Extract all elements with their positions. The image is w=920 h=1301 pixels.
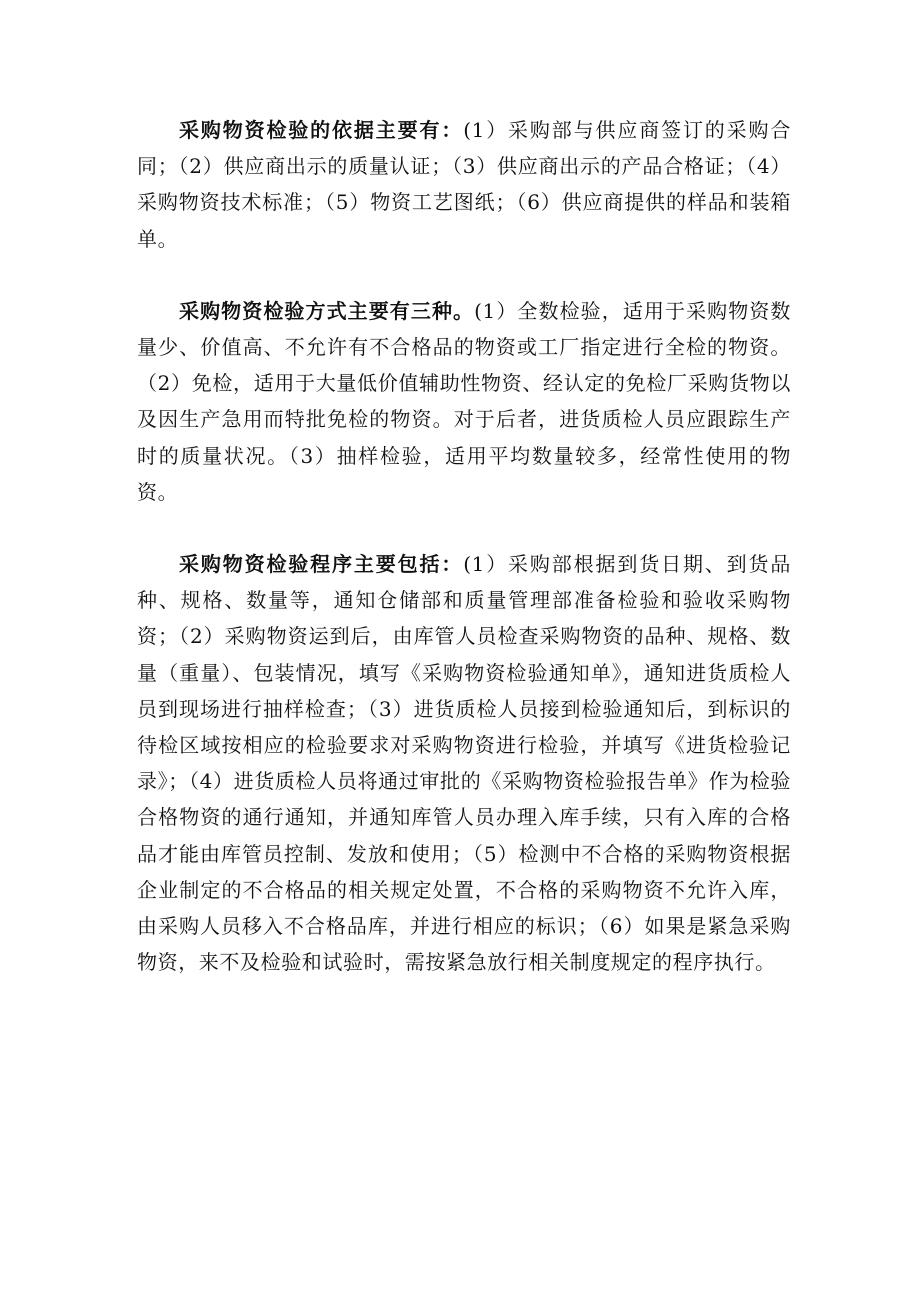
paragraph-inspection-methods xyxy=(137,293,791,510)
paragraph-lead: 采购物资检验的依据主要有： xyxy=(179,118,464,142)
paragraph-body: (1）全数检验，适用于采购物资数量少、价值高、不允许有不合格品的物资或工厂指定进行全检的物资。（2）免检，适用于大量低价值辅助性物资、经认定的免检厂采购货物以及因生产急用而特批免检的物资。对于后者，进货质检人员应跟踪生产时的质量状况。（3）抽样检验，适用平均数量较多，经常性使用的物资。 xyxy=(137,298,791,504)
paragraph-body: (1）采购部根据到货日期、到货品种、规格、数量等，通知仓储部和质量管理部准备检验和验收采购物资；（2）采购物资运到后，由库管人员检查采购物资的品种、规格、数量（重量）、包装情况，填写《采购物资检验通知单》，通知进货质检人员到现场进行抽样检查；（3）进货质检人员接到检验通知后，到标识的待检区域按相应的检验要求对采购物资进行检验，并填写《进货检验记录》；（4）进货质检人员将通过审批的《采购物资检验报告单》作为检验合格物资的通行通知，并通知库管人员办理入库手续，只有入库的合格品才能由库管员控制、发放和使用；（5）检测中不合格的采购物资根据企业制定的不合格品的相关规定处置，不合格的采购物资不允许入库，由采购人员移入不合格品库，并进行相应的标识；（6）如果是紧急采购物资，来不及检验和试验时，需按紧急放行相关制度规定的程序执行。 xyxy=(137,552,791,975)
paragraph-inspection-procedure xyxy=(137,546,791,980)
paragraph-lead: 采购物资检验程序主要包括： xyxy=(179,552,464,577)
document-page xyxy=(137,112,791,980)
paragraph-lead: 采购物资检验方式主要有三种。 xyxy=(179,298,475,323)
paragraph-inspection-basis xyxy=(137,112,791,257)
paragraph-body: (1）采购部与供应商签订的采购合同；（2）供应商出示的质量认证；（3）供应商出示的产品合格证；（4）采购物资技术标准；（5）物资工艺图纸；（6）供应商提供的样品和装箱单。 xyxy=(137,118,791,251)
